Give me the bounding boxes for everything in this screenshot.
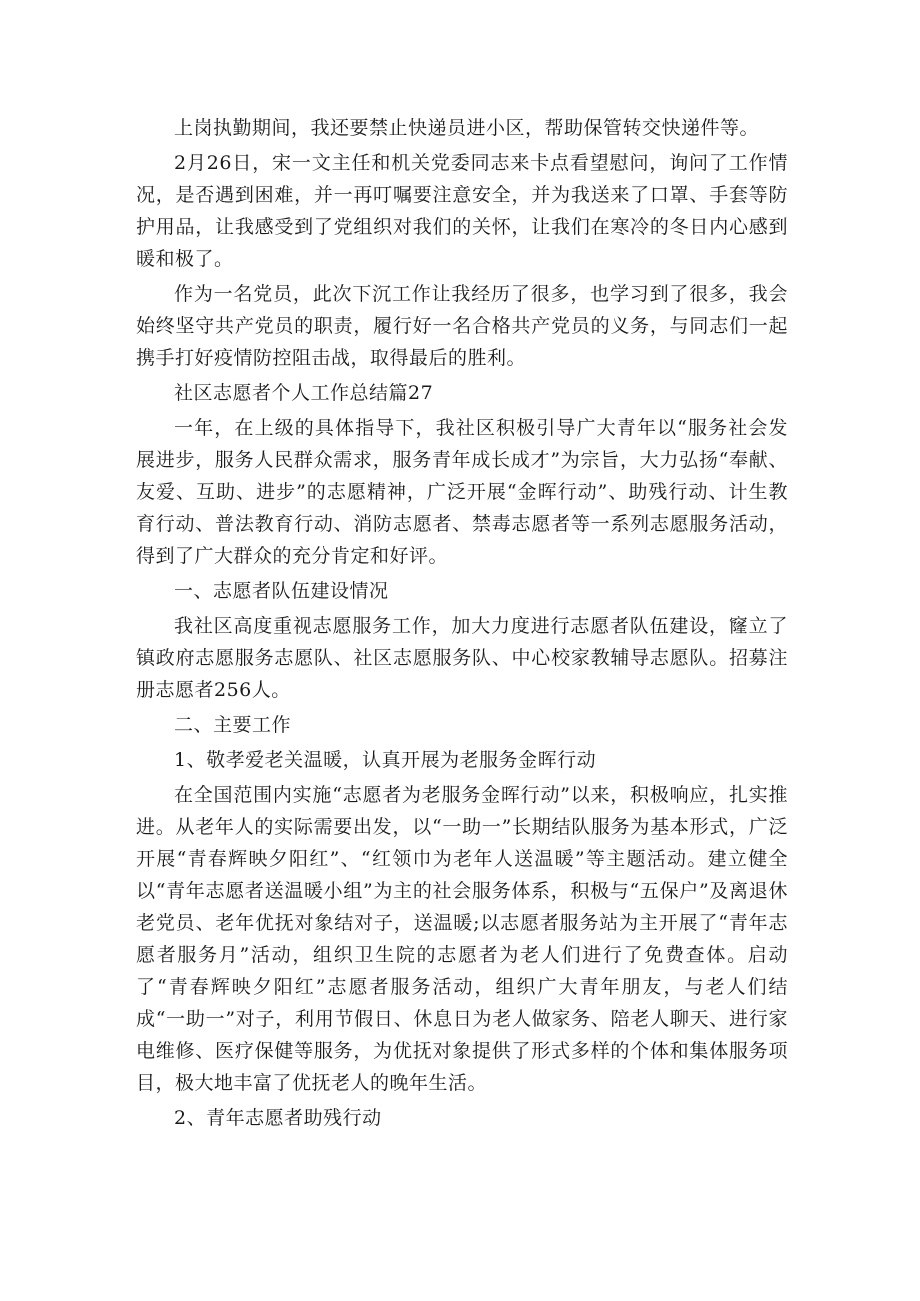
paragraph: 一年，在上级的具体指导下，我社区积极引导广大青年以“服务社会发展进步，服务人民群众需求，服务青年成长成才”为宗旨，大力弘扬“奉献、友爱、互助、进步”的志愿精神，广泛开展“金晖行动”、助残行动、计生教育行动、普法教育行动、消防志愿者、禁毒志愿者等一系列志愿服务活动，得到了广大群众的充分肯定和好评。 xyxy=(136,417,788,567)
paragraph: 我社区高度重视志愿服务工作，加大力度进行志愿者队伍建设，窿立了镇政府志愿服务志愿队、社区志愿服务队、中心校家教辅导志愿队。招募注册志愿者256人。 xyxy=(136,615,788,701)
section-heading: 一、志愿者队伍建设情况 xyxy=(174,580,389,602)
paragraph: 上岗执勤期间，我还要禁止快递员进小区，帮助保管转交快递件等。 xyxy=(174,117,760,139)
section-title: 社区志愿者个人工作总结篇27 xyxy=(174,382,434,404)
paragraph: 作为一名党员，此次下沉工作让我经历了很多，也学习到了很多，我会始终坚守共产党员的职责，履行好一名合格共产党员的义务，与同志们一起携手打好疫情防控阻击战，取得最后的胜利。 xyxy=(136,283,788,369)
paragraph: 2月26日，宋一文主任和机关党委同志来卡点看望慰问，询问了工作情况，是否遇到困难，并一再叮嘱要注意安全，并为我送来了口罩、手套等防护用品，让我感受到了党组织对我们的关怀，让我们在寒冷的冬日内心感到暖和极了。 xyxy=(136,152,788,270)
section-heading: 二、主要工作 xyxy=(174,714,292,736)
subsection-heading: 1、敬孝爱老关温暖，认真开展为老服务金晖行动 xyxy=(174,749,597,771)
subsection-heading: 2、青年志愿者助残行动 xyxy=(174,1107,382,1129)
paragraph: 在全国范围内实施“志愿者为老服务金晖行动”以来，积极响应，扎实推进。从老年人的实际需要出发，以“一助一”长期结队服务为基本形式，广泛开展“青春辉映夕阳红”、“红领巾为老年人送温暖”等主题活动。建立健全以“青年志愿者送温暖小组”为主的社会服务体系，积极与“五保户”及离退休老党员、老年优抚对象结对子，送温暖;以志愿者服务站为主开展了“青年志愿者服务月”活动，组织卫生院的志愿者为老人们进行了免费查体。启动了“青春辉映夕阳红”志愿者服务活动，组织广大青年朋友，与老人们结成“一助一”对子，利用节假日、休息日为老人做家务、陪老人聊天、进行家电维修、医疗保健等服务，为优抚对象提供了形式多样的个体和集体服务项目，极大地丰富了优抚老人的晚年生活。 xyxy=(136,784,788,1094)
document-body xyxy=(136,112,788,1137)
